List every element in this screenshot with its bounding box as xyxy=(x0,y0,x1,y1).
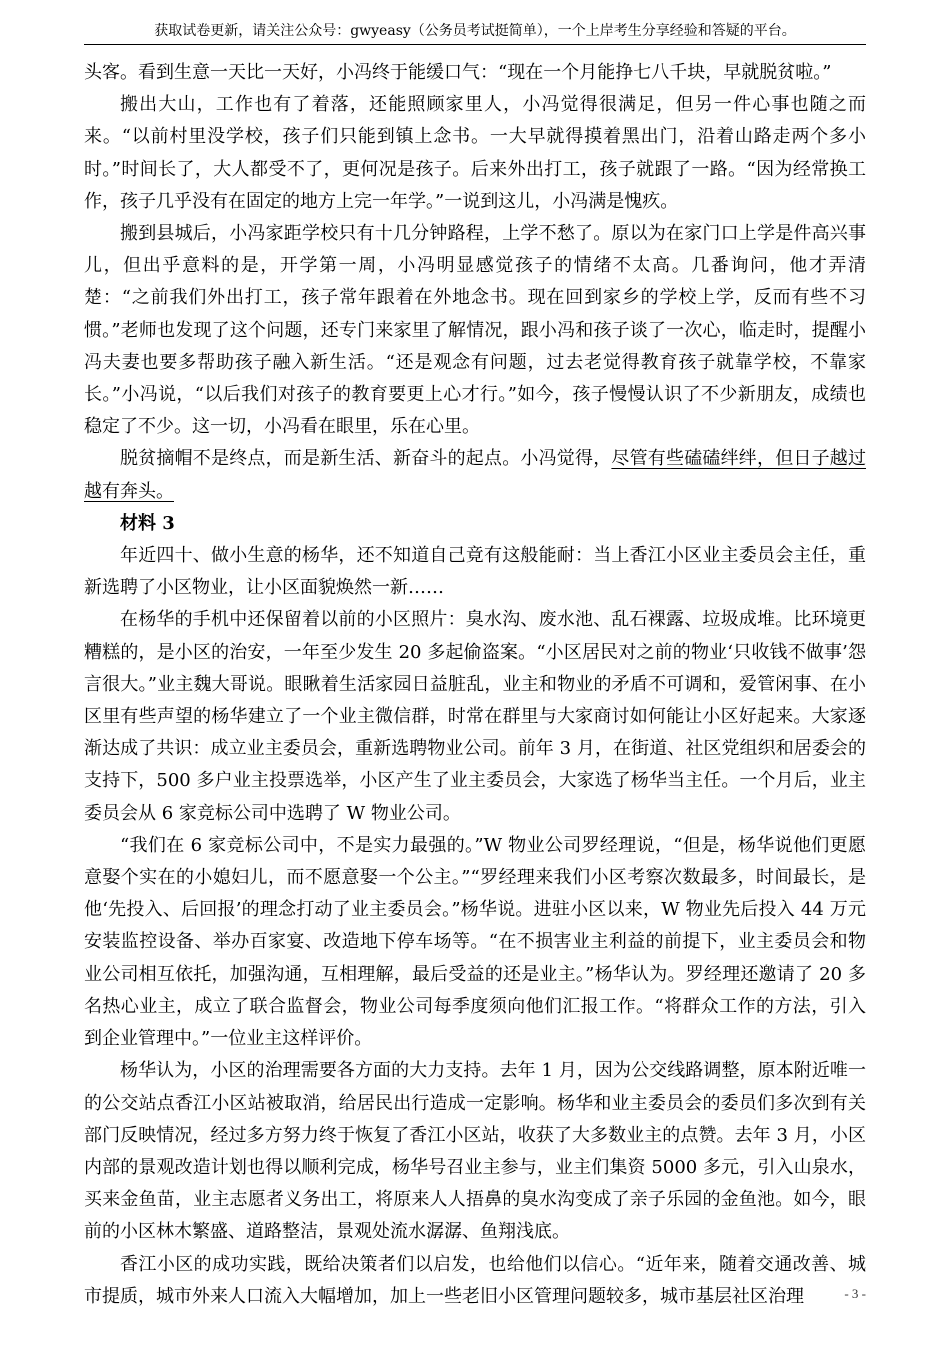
paragraph-yanghua-intro: 年近四十、做小生意的杨华，还不知道自己竟有这般能耐：当上香江小区业主委员会主任，重新选聘了小区物业，让小区面貌焕然一新…… xyxy=(84,545,866,599)
paragraph-governance-support: 杨华认为，小区的治理需要各方面的大力支持。去年 1 月，因为公交线路调整，原本附近唯一的公交站点香江小区站被取消，给居民出行造成一定影响。杨华和业主委员会的委员们多次到有关部门反映情况，经过多方努力终于恢复了香江小区站，收获了大多数业主的点赞。去年 3 月，小区内部的景观改造计划也得以顺利完成，杨华号召业主参与，业主们集资 5000 多元，引入山泉水，买来金鱼苗，业主志愿者义务出工，将原来人人捂鼻的臭水沟变成了亲子乐园的金鱼池。如今，眼前的小区林木繁盛、道路整洁，景观处流水潺潺、鱼翔浅底。 xyxy=(84,1060,866,1243)
page-header xyxy=(84,18,866,45)
document-body xyxy=(84,57,866,1313)
paragraph-moving-out: 搬出大山，工作也有了着落，还能照顾家里人，小冯觉得很满足，但另一件心事也随之而来。“以前村里没学校，孩子们只能到镇上念书。一大早就得摸着黑出门，沿着山路走两个多小时。”时间长了，大人都受不了，更何况是孩子。后来外出打工，孩子就跟了一路。“因为经常换工作，孩子几乎没有在固定的地方上完一年学。”一说到这儿，小冯满是愧疚。 xyxy=(84,94,866,212)
paragraph-continuation: 头客。看到生意一天比一天好，小冯终于能缓口气：“现在一个月能挣七八千块，早就脱贫啦。” xyxy=(84,62,832,83)
paragraph-conclusion xyxy=(84,443,866,507)
material-heading: 材料 3 xyxy=(120,512,175,534)
paragraph-property-company: “我们在 6 家竞标公司中，不是实力最强的。”W 物业公司罗经理说，“但是，杨华说他们更愿意娶个实在的小媳妇儿，而不愿意娶一个公主。”“罗经理来我们小区考察次数最多，时间最长，是他‘先投入、后回报’的理念打动了业主委员会。”杨华说。进驻小区以来，W 物业先后投入 44 万元安装监控设备、举办百家宴、改造地下停车场等。“在不损害业主利益的前提下，业主委员会和物业公司相互依托，加强沟通，互相理解，最后受益的还是业主。”杨华认为。罗经理还邀请了 20 多名热心业主，成立了联合监督会，物业公司每季度须向他们汇报工作。“将群众工作的方法，引入到企业管理中。”一位业主这样评价。 xyxy=(84,834,866,1050)
paragraph-school: 搬到县城后，小冯家距学校只有十几分钟路程，上学不愁了。原以为在家门口上学是件高兴事儿，但出乎意料的是，开学第一周，小冯明显感觉孩子的情绪不太高。几番询问，他才弄清楚：“之前我们外出打工，孩子常年跟着在外地念书。现在回到家乡的学校上学，反而有些不习惯。”老师也发现了这个问题，还专门来家里了解情况，跟小冯和孩子谈了一次心，临走时，提醒小冯夫妻也要多帮助孩子融入新生活。“还是观念有问题，过去老觉得教育孩子就靠学校，不靠家长。”小冯说，“以后我们对孩子的教育要更上心才行。”如今，孩子慢慢认识了不少新朋友，成绩也稳定了不少。这一切，小冯看在眼里，乐在心里。 xyxy=(84,223,866,438)
page-number: - 3 - xyxy=(844,1286,866,1301)
paragraph-practice: 香江小区的成功实践，既给决策者们以启发，也给他们以信心。“近年来，随着交通改善、城市提质，城市外来人口流入大幅增加，加上一些老旧小区管理问题较多，城市基层社区治理 xyxy=(84,1253,866,1307)
underlined-sentence: 尽管有些磕磕绊绊，但日子越过越有奔头。 xyxy=(84,448,867,502)
paragraph-old-community: 在杨华的手机中还保留着以前的小区照片：臭水沟、废水池、乱石裸露、垃圾成堆。比环境更糟糕的，是小区的治安，一年至少发生 20 多起偷盗案。“小区居民对之前的物业‘只收钱不做事’怨言很大。”业主魏大哥说。眼瞅着生活家园日益脏乱，业主和物业的矛盾不可调和，爱管闲事、在小区里有些声望的杨华建立了一个业主微信群，时常在群里与大家商讨如何能让小区好起来。大家逐渐达成了共识：成立业主委员会，重新选聘物业公司。前年 3 月，在街道、社区党组织和居委会的支持下，500 多户业主投票选举，小区产生了业主委员会，大家选了杨华当主任。一个月后，业主委员会从 6 家竞标公司中选聘了 W 物业公司。 xyxy=(84,609,866,824)
conclusion-text: 脱贫摘帽不是终点，而是新生活、新奋斗的起点。小冯觉得， xyxy=(120,448,612,470)
header-text: 获取试卷更新，请关注公众号：gwyeasy（公务员考试挺简单），一个上岸考生分享经验和答疑的平台。 xyxy=(154,23,796,39)
